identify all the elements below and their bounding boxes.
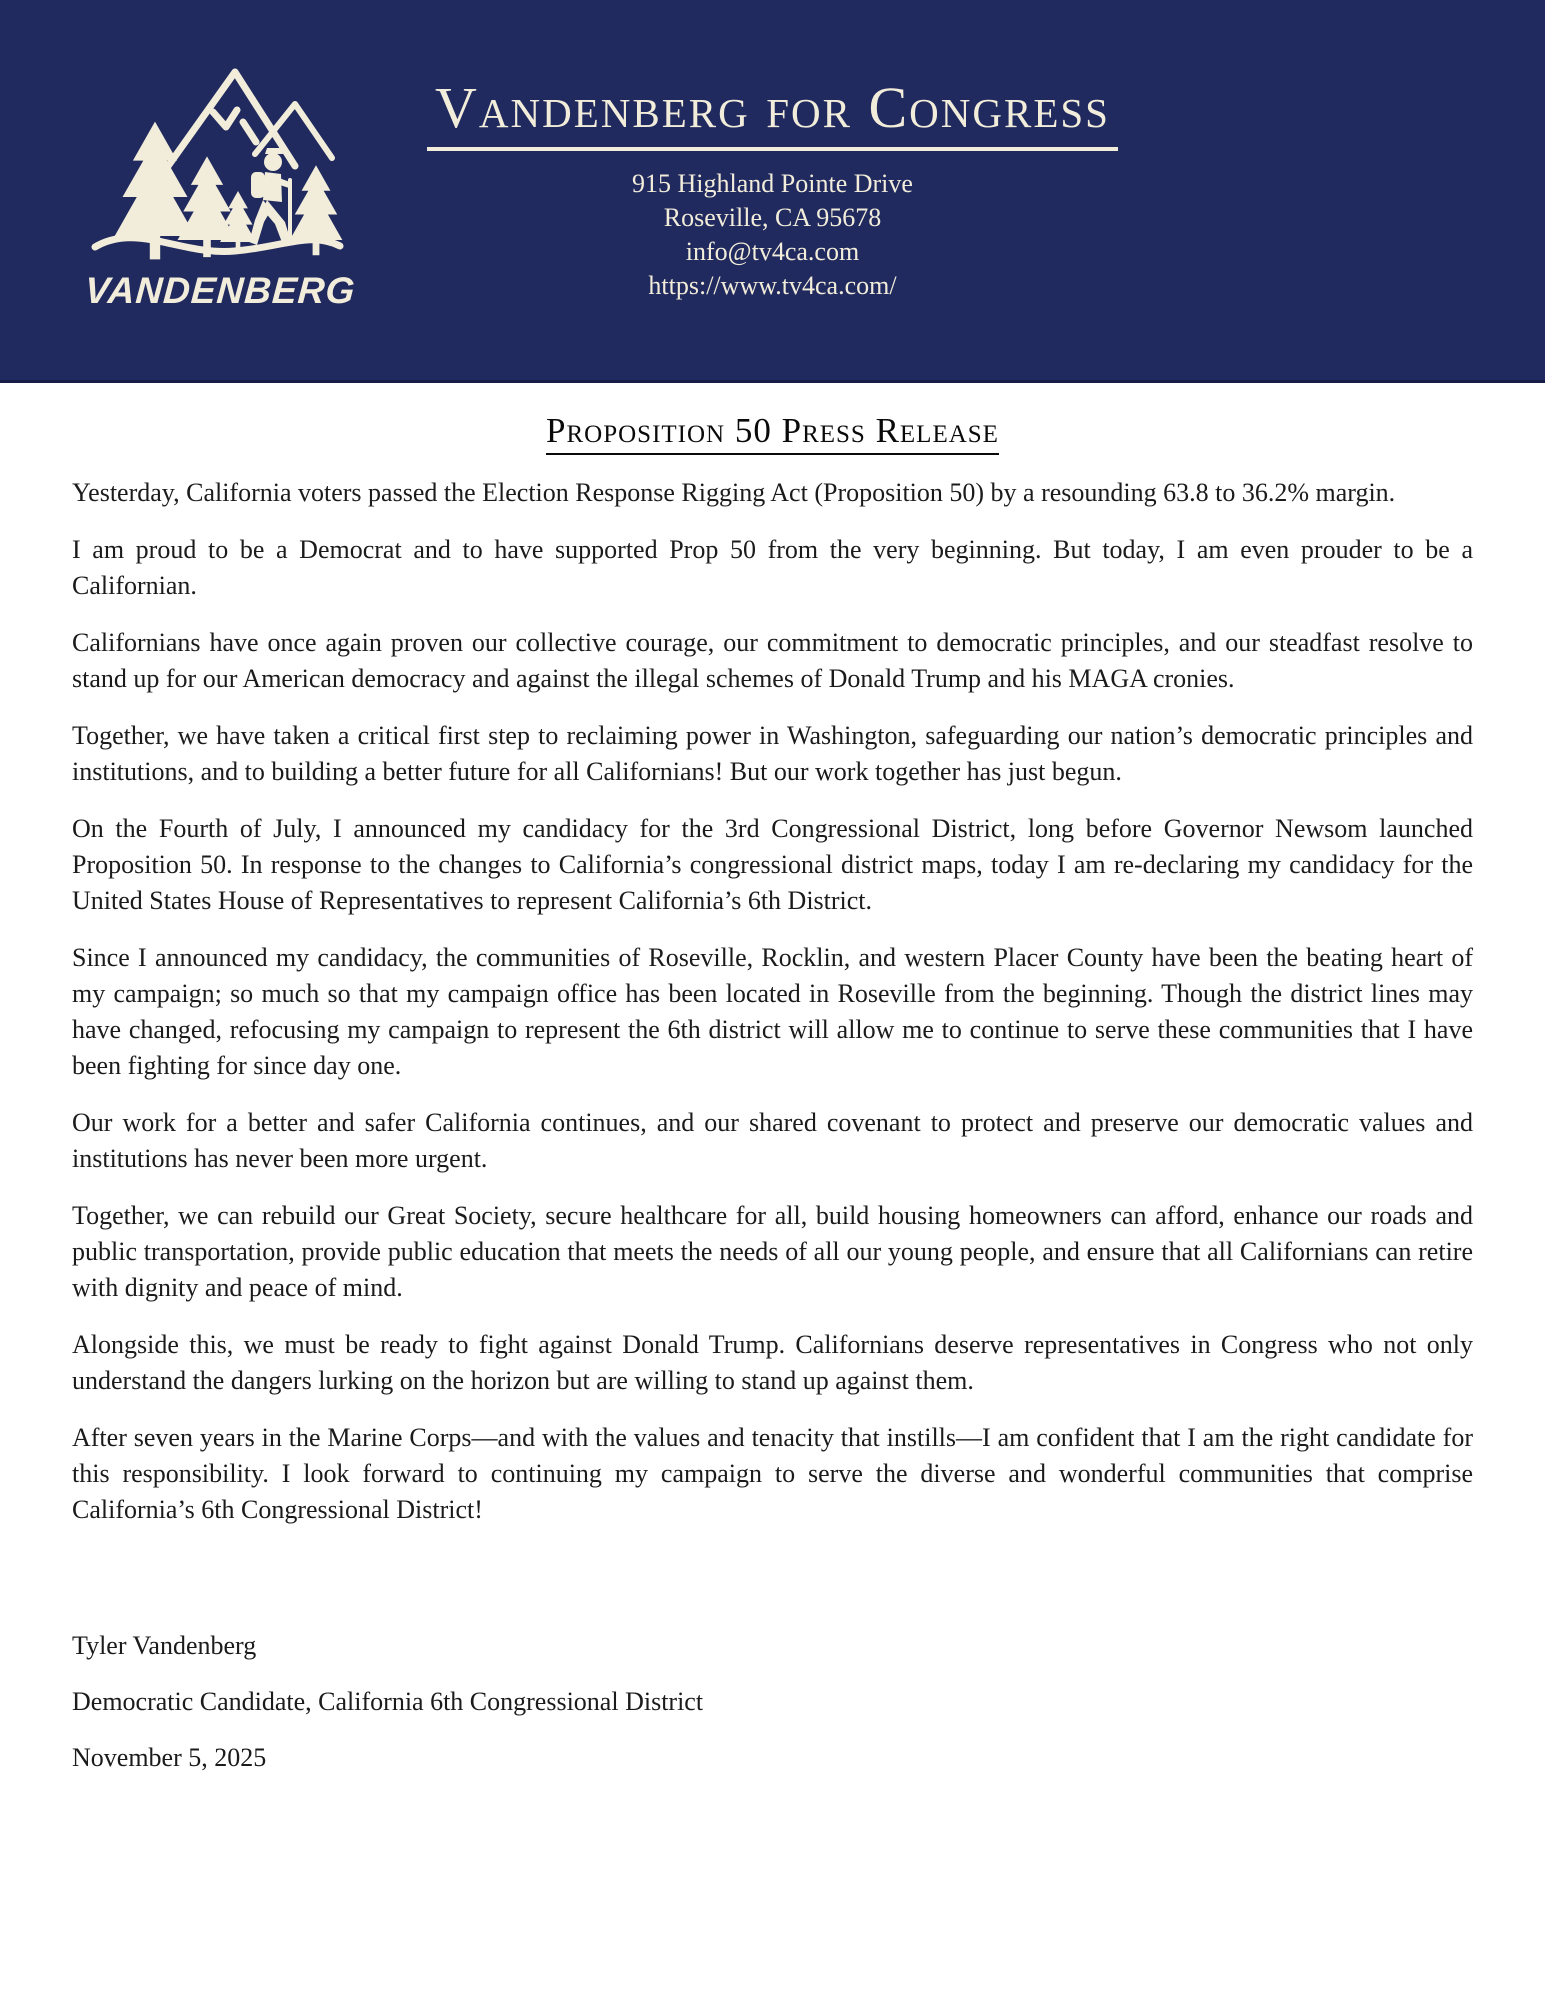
- letterhead-text: [0, 75, 1545, 303]
- website-url: https://www.tv4ca.com/: [648, 270, 897, 300]
- paragraph-8: Together, we can rebuild our Great Society, secure healthcare for all, build housing homeowners can afford, enhance our roads and public transportation, provide public education that meets the needs of all our young people, and ensure that all Californians can retire with dignity and peace of mind.: [72, 1201, 1473, 1302]
- signature-block: [72, 1628, 1473, 1776]
- paragraph-9: Alongside this, we must be ready to fight against Donald Trump. Californians deserve representatives in Congress who not only understand the dangers lurking on the horizon but are willing to stand up against them.: [72, 1330, 1473, 1395]
- paragraph-1: Yesterday, California voters passed the Election Response Rigging Act (Proposition 50) by a resounding 63.8 to 36.2% margin.: [72, 478, 1396, 507]
- paragraph-4: Together, we have taken a critical first step to reclaiming power in Washington, safeguarding our nation’s democratic principles and institutions, and to building a better future for all Californians! But our work together has just begun.: [72, 721, 1473, 786]
- letterhead-banner: [0, 0, 1545, 383]
- document-title-row: [0, 411, 1545, 455]
- paragraph-3: Californians have once again proven our collective courage, our commitment to democratic principles, and our steadfast resolve to stand up for our American democracy and against the illegal schemes of Donald Trump and his MAGA cronies.: [72, 628, 1473, 693]
- press-release-body: [72, 475, 1473, 1528]
- paragraph-10: After seven years in the Marine Corps—and with the values and tenacity that instills—I am confident that I am the right candidate for this responsibility. I look forward to continuing my campaign to serve the diverse and wonderful communities that comprise California’s 6th Congressional District!: [72, 1423, 1473, 1524]
- address-line-1: 915 Highland Pointe Drive: [632, 168, 913, 198]
- press-release-title: Proposition 50 Press Release: [546, 411, 999, 455]
- campaign-name: Vandenberg for Congress: [427, 78, 1118, 151]
- address-line-2: Roseville, CA 95678: [663, 202, 882, 232]
- signer-role: Democratic Candidate, California 6th Congressional District: [72, 1687, 704, 1716]
- letterhead-address: [0, 167, 1545, 303]
- signer-name: Tyler Vandenberg: [72, 1631, 257, 1660]
- paragraph-5: On the Fourth of July, I announced my candidacy for the 3rd Congressional District, long before Governor Newsom launched Proposition 50. In response to the changes to California’s congressional district maps, today I am re-declaring my candidacy for the United States House of Representatives to represent California’s 6th District.: [72, 814, 1473, 915]
- paragraph-7: Our work for a better and safer California continues, and our shared covenant to protect and preserve our democratic values and institutions has never been more urgent.: [72, 1108, 1473, 1173]
- logo-wordmark: VANDENBERG: [83, 270, 357, 311]
- paragraph-6: Since I announced my candidacy, the communities of Roseville, Rocklin, and western Placer County have been the beating heart of my campaign; so much so that my campaign office has been located in Roseville from the beginning. Though the district lines may have changed, refocusing my campaign to represent the 6th district will allow me to continue to serve these communities that I have been fighting for since day one.: [72, 943, 1473, 1080]
- signature-date: November 5, 2025: [72, 1743, 267, 1772]
- paragraph-2: I am proud to be a Democrat and to have supported Prop 50 from the very beginning. But today, I am even prouder to be a Californian.: [72, 535, 1473, 600]
- email-address: info@tv4ca.com: [685, 236, 860, 266]
